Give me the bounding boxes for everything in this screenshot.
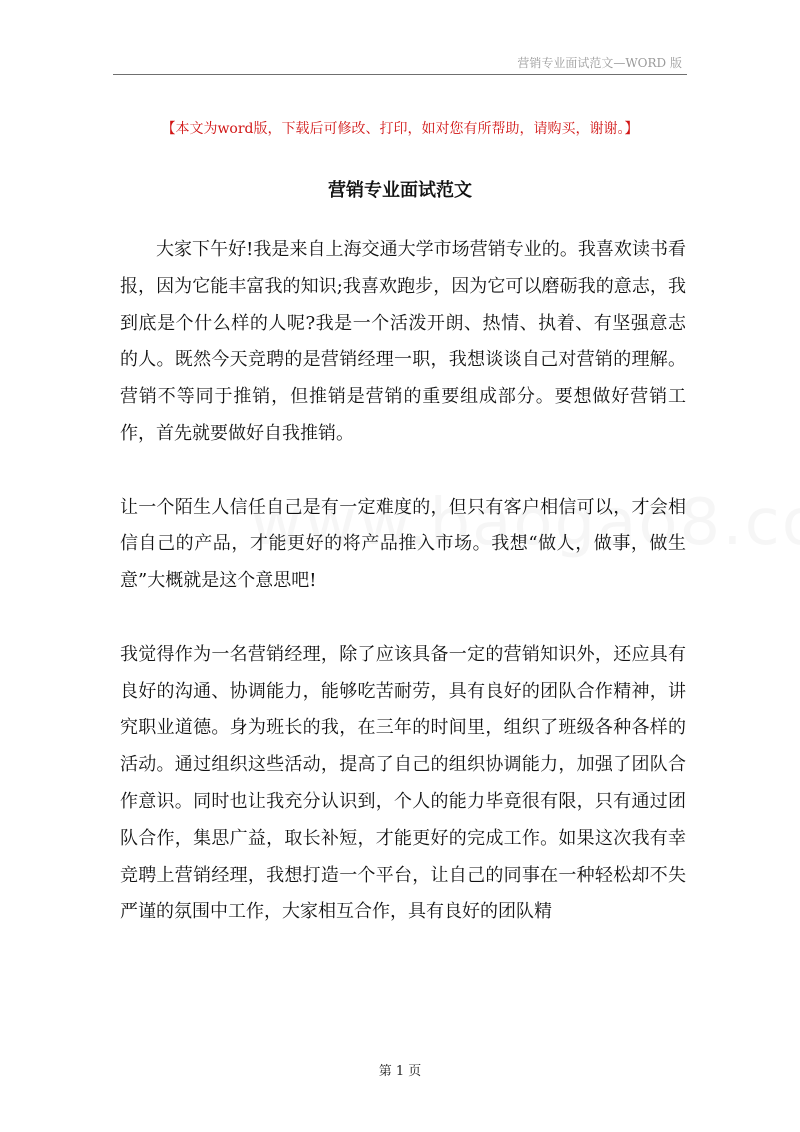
paragraph-2: 让一个陌生人信任自己是有一定难度的，但只有客户相信可以，才会相信自己的产品，才能更好的将产品推入市场。我想“做人，做事，做生意”大概就是这个意思吧! <box>120 496 686 592</box>
paragraph-gap <box>120 600 686 637</box>
running-header: 营销专业面试范文—WORD 版 <box>517 56 682 70</box>
purchase-notice: 【本文为word版，下载后可修改、打印，如对您有所帮助，请购买，谢谢。】 <box>161 121 639 137</box>
page-number: 第 1 页 <box>378 1064 422 1079</box>
paragraph-1: 大家下午好!我是来自上海交通大学市场营销专业的。我喜欢读书看报，因为它能丰富我的知识;我喜欢跑步，因为它可以磨砺我的意志，我到底是个什么样的人呢?我是一个活泼开朗、热情、执着、有坚强意志的人。既然今天竞聘的是营销经理一职，我想谈谈自己对营销的理解。营销不等同于推销，但推销是营销的重要组成部分。要想做好营销工作，首先就要做好自我推销。 <box>120 239 686 444</box>
header-divider <box>113 74 687 75</box>
document-body <box>120 232 686 931</box>
document-title: 营销专业面试范文 <box>328 180 472 201</box>
paragraph-3: 我觉得作为一名营销经理，除了应该具备一定的营销知识外，还应具有良好的沟通、协调能力，能够吃苦耐劳，具有良好的团队合作精神，讲究职业道德。身为班长的我，在三年的时间里，组织了班级各种各样的活动。通过组织这些活动，提高了自己的组织协调能力，加强了团队合作意识。同时也让我充分认识到，个人的能力毕竟很有限，只有通过团队合作，集思广益，取长补短，才能更好的完成工作。如果这次我有幸竞聘上营销经理，我想打造一个平台，让自己的同事在一种轻松却不失严谨的氛围中工作，大家相互合作，具有良好的团队精 <box>120 643 686 923</box>
paragraph-gap <box>120 453 686 490</box>
